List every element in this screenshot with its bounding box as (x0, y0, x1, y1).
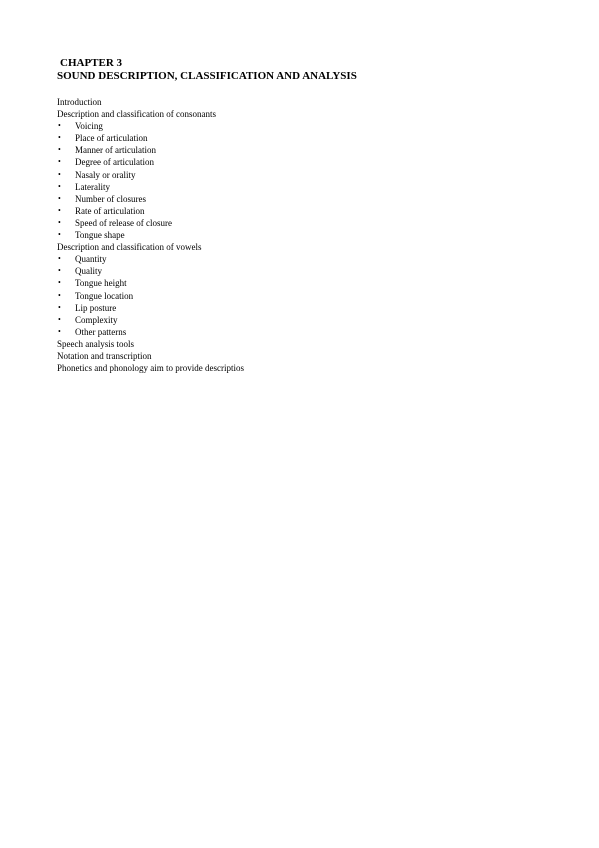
outline-heading (57, 362, 537, 374)
outline-heading (57, 338, 537, 350)
outline-heading (57, 96, 537, 108)
bullet-icon: • (58, 181, 61, 191)
outline-item-text: Description and classification of consonants (57, 109, 216, 120)
outline-item-text: Manner of articulation (75, 145, 156, 156)
chapter-outline (57, 96, 537, 374)
bullet-icon: • (58, 278, 61, 288)
outline-bullet-item (57, 290, 537, 302)
outline-heading (57, 108, 537, 120)
outline-bullet-item (57, 132, 537, 144)
bullet-icon: • (58, 145, 61, 155)
outline-item-text: Speed of release of closure (75, 217, 172, 228)
bullet-icon: • (58, 121, 61, 131)
outline-bullet-item (57, 253, 537, 265)
outline-bullet-item (57, 120, 537, 132)
bullet-icon: • (58, 290, 61, 300)
outline-item-text: Laterality (75, 181, 110, 192)
bullet-icon: • (58, 217, 61, 227)
outline-bullet-item (57, 314, 537, 326)
outline-bullet-item (57, 156, 537, 168)
bullet-icon: • (58, 254, 61, 264)
outline-item-text: Nasaly or orality (75, 169, 136, 180)
outline-item-text: Voicing (75, 121, 103, 132)
outline-item-text: Speech analysis tools (57, 338, 134, 349)
outline-item-text: Degree of articulation (75, 157, 154, 168)
bullet-icon: • (58, 326, 61, 336)
bullet-icon: • (58, 266, 61, 276)
outline-bullet-item (57, 229, 537, 241)
bullet-icon: • (58, 157, 61, 167)
bullet-icon: • (58, 133, 61, 143)
page-content (57, 57, 537, 374)
outline-item-text: Place of articulation (75, 133, 148, 144)
outline-bullet-item (57, 217, 537, 229)
outline-item-text: Complexity (75, 314, 118, 325)
bullet-icon: • (58, 193, 61, 203)
bullet-icon: • (58, 302, 61, 312)
outline-item-text: Quality (75, 266, 102, 277)
outline-item-text: Notation and transcription (57, 350, 152, 361)
chapter-title: SOUND DESCRIPTION, CLASSIFICATION AND ANALYSIS (57, 70, 357, 82)
outline-item-text: Quantity (75, 254, 107, 265)
bullet-icon: • (58, 205, 61, 215)
outline-item-text: Description and classification of vowels (57, 242, 202, 253)
outline-bullet-item (57, 181, 537, 193)
bullet-icon: • (58, 314, 61, 324)
outline-bullet-item (57, 205, 537, 217)
outline-bullet-item (57, 144, 537, 156)
outline-bullet-item (57, 193, 537, 205)
outline-item-text: Lip posture (75, 302, 117, 313)
outline-item-text: Tongue height (75, 278, 127, 289)
outline-item-text: Phonetics and phonology aim to provide descriptios (57, 363, 244, 374)
outline-item-text: Introduction (57, 97, 102, 107)
bullet-icon: • (58, 169, 61, 179)
outline-item-text: Tongue location (75, 290, 134, 301)
outline-item-text: Number of closures (75, 193, 146, 204)
outline-bullet-item (57, 302, 537, 314)
outline-item-text: Tongue shape (75, 230, 125, 241)
chapter-number: CHAPTER 3 (60, 57, 123, 69)
outline-bullet-item (57, 169, 537, 181)
outline-item-text: Other patterns (75, 326, 127, 337)
outline-bullet-item (57, 265, 537, 277)
outline-item-text: Rate of articulation (75, 205, 145, 216)
outline-bullet-item (57, 277, 537, 289)
bullet-icon: • (58, 230, 61, 240)
outline-bullet-item (57, 326, 537, 338)
outline-heading (57, 241, 537, 253)
outline-heading (57, 350, 537, 362)
